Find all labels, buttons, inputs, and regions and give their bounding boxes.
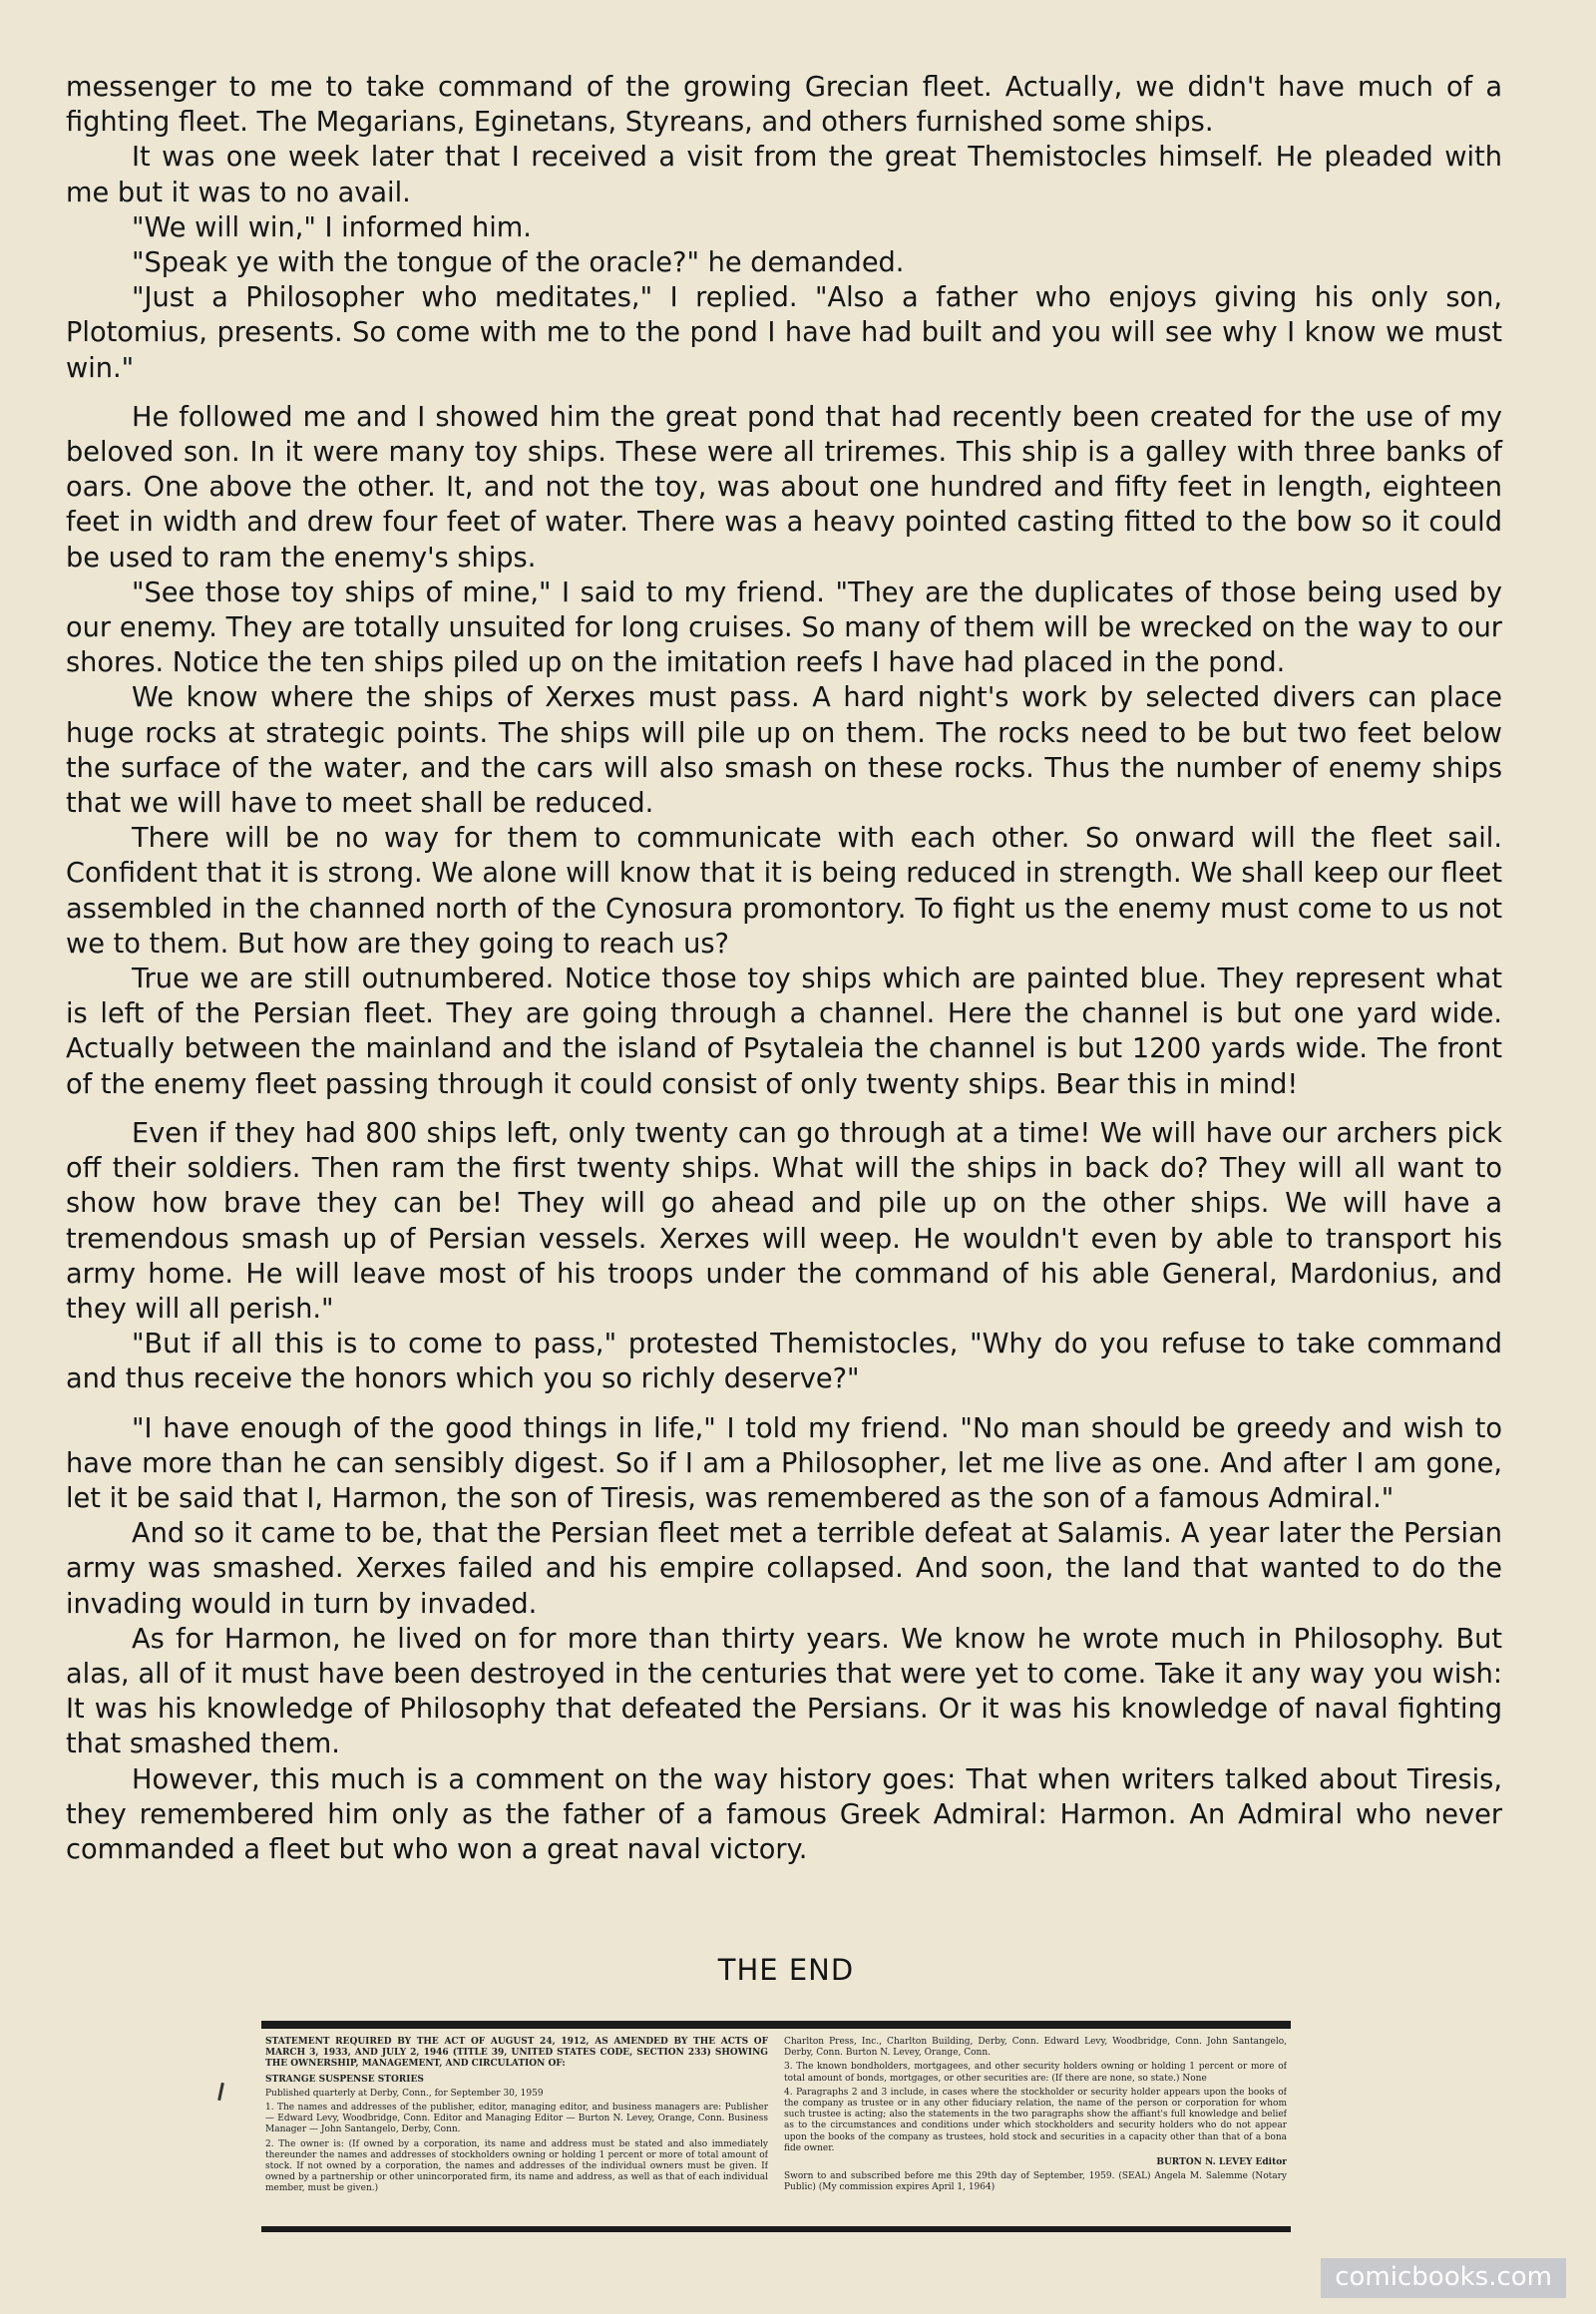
statement-published: Published quarterly at Derby, Conn., for September 30, 1959 [265, 2088, 544, 2099]
story-paragraph: "We will win," I informed him. [132, 211, 532, 243]
story-paragraph: "Speak ye with the tongue of the oracle?" he demanded. [132, 247, 905, 279]
statement-item-1: 1. The names and addresses of the publisher, editor, managing editor, and business managers are: Publisher — Edward Levy, Woodbridge, Conn. Editor and Managing Editor — Burton N. Levey, Orange, Conn. Business Manager — John Santangelo, Derby, Conn. [265, 2103, 768, 2135]
story-paragraph: messenger to me to take command of the growing Grecian fleet. Actually, we didn't have much of a fighting fleet. The Megarians, Eginetans, Styreans, and others furnished some ships. [66, 72, 1502, 139]
statement-sworn: Sworn to and subscribed before me this 29th day of September, 1959. (SEAL) Angela M. Salemme (Notary Public) (My commission expires April 1, 1964) [784, 2171, 1287, 2193]
statement-owners: Charlton Press, Inc., Charlton Building, Derby, Conn. Edward Levy, Woodbridge, Conn. John Santangelo, Derby, Conn. Burton N. Levey, Orange, Conn. [784, 2037, 1287, 2059]
story-text [66, 70, 1502, 1867]
statement-item-4: 4. Paragraphs 2 and 3 include, in cases where the stockholder or security holder appears upon the books of the company as trustee or in any other fiduciary relation, the name of the person or corporation for whom such trustee is acting; also the statements in the two paragraphs show the affiant's full knowledge and belief as to the circumstances and conditions under which stockholders and security holders who do not appear upon the books of the company as trustees, hold stock and securities in a capacity other than that of a bona fide owner. [784, 2087, 1287, 2153]
watermark-logo: comicbooks.com [1321, 2258, 1566, 2298]
story-paragraph: He followed me and I showed him the great pond that had recently been created for the use of my beloved son. In it were many toy ships. These were all triremes. This ship is a galley with three banks of oars. One above the other. It, and not the toy, was about one hundred and fifty feet in length, eighteen feet in width and drew four feet of water. There was a heavy pointed casting fitted to the bow so it could be used to ram the enemy's ships. [66, 401, 1502, 574]
story-paragraph: True we are still outnumbered. Notice those toy ships which are painted blue. They represent what is left of the Persian fleet. They are going through a channel. Here the channel is but one yard wide. Actually between the mainland and the island of Psytaleia the channel is but 1200 yards wide. The front of the enemy fleet passing through it could consist of only twenty ships. Bear this in mind! [66, 964, 1502, 1100]
story-paragraph: And so it came to be, that the Persian fleet met a terrible defeat at Salamis. A year later the Persian army was smashed. Xerxes failed and his empire collapsed. And soon, the land that wanted to do the invading would in turn by invaded. [66, 1518, 1502, 1620]
statement-signer: BURTON N. LEVEY Editor [1156, 2157, 1287, 2168]
story-paragraph: However, this much is a comment on the way history goes: That when writers talked about Tiresis, they remembered him only as the father of a famous Greek Admiral: Harmon. An Admiral who never commanded a fleet but who won a great naval victory. [66, 1763, 1502, 1865]
ownership-statement [261, 2021, 1291, 2232]
story-paragraph: "See those toy ships of mine," I said to my friend. "They are the duplicates of those being used by our enemy. They are totally unsuited for long cruises. So many of them will be wrecked on the way to our shores. Notice the ten ships piled up on the imitation reefs I have had placed in the pond. [66, 577, 1502, 679]
story-paragraph: As for Harmon, he lived on for more than thirty years. We know he wrote much in Philosophy. But alas, all of it must have been destroyed in the centuries that were yet to come. Take it any way you wish: It was his knowledge of Philosophy that defeated the Persians. Or it was his knowledge of naval fighting that smashed them. [66, 1623, 1502, 1760]
story-paragraph: We know where the ships of Xerxes must pass. A hard night's work by selected divers can place huge rocks at strategic points. The ships will pile up on them. The rocks need to be but two feet below the surface of the water, and the cars will also smash on these rocks. Thus the number of enemy ships that we will have to meet shall be reduced. [66, 682, 1502, 820]
statement-heading: STATEMENT REQUIRED BY THE ACT OF AUGUST 24, 1912, AS AMENDED BY THE ACTS OF MARCH 3, 1933, AND JULY 2, 1946 (TITLE 39, UNITED STATES CODE, SECTION 233) SHOWING THE OWNERSHIP, MANAGEMENT, AND CIRCULATION OF: [265, 2037, 768, 2070]
statement-item-2: 2. The owner is: (If owned by a corporation, its name and address must be stated and also immediately thereunder the names and addresses of stockholders owning or holding 1 percent or more of total amount of stock. If not owned by a corporation, the names and addresses of the individual owners must be given. If owned by a partnership or other unincorporated firm, its name and address, as well as that of each individual member, must be given.) [265, 2138, 768, 2194]
story-paragraph: "Just a Philosopher who meditates," I replied. "Also a father who enjoys giving his only son, Plotomius, presents. So come with me to the pond I have had built and you will see why I know we must win." [66, 282, 1502, 384]
story-paragraph: "But if all this is to come to pass," protested Themistocles, "Why do you refuse to take command and thus receive the honors which you so richly deserve?" [66, 1329, 1502, 1395]
story-paragraph: There will be no way for them to communicate with each other. So onward will the fleet sail. Confident that it is strong. We alone will know that it is being reduced in strength. We shall keep our fleet assembled in the channed north of the Cynosura promontory. To fight us the enemy must come to us not we to them. But how are they going to reach us? [66, 823, 1502, 960]
statement-right-column [784, 2037, 1287, 2222]
statement-item-3: 3. The known bondholders, mortgagees, and other security holders owning or holding 1 percent or more of total amount of bonds, mortgages, or other securities are: (If there are none, so state.) None [784, 2062, 1287, 2084]
story-paragraph: Even if they had 800 ships left, only twenty can go through at a time! We will have our archers pick off their soldiers. Then ram the first twenty ships. What will the ships in back do? They will all want to show how brave they can be! They will go ahead and pile up on the other ships. We will have a tremendous smash up of Persian vessels. Xerxes will weep. He wouldn't even by able to transport his army home. He will leave most of his troops under the command of his able General, Mardonius, and they will all perish." [66, 1117, 1502, 1325]
story-paragraph: "I have enough of the good things in life," I told my friend. "No man should be greedy and wish to have more than he can sensibly digest. So if I am a Philosopher, let me live as one. And after I am gone, let it be said that I, Harmon, the son of Tiresis, was remembered as the son of a famous Admiral." [66, 1412, 1502, 1514]
pen-mark [217, 2083, 224, 2101]
statement-publication: STRANGE SUSPENSE STORIES [265, 2074, 424, 2085]
statement-left-column [265, 2037, 768, 2222]
the-end-label: THE END [717, 1953, 855, 1987]
story-paragraph: It was one week later that I received a visit from the great Themistocles himself. He pleaded with me but it was to no avail. [66, 142, 1502, 208]
